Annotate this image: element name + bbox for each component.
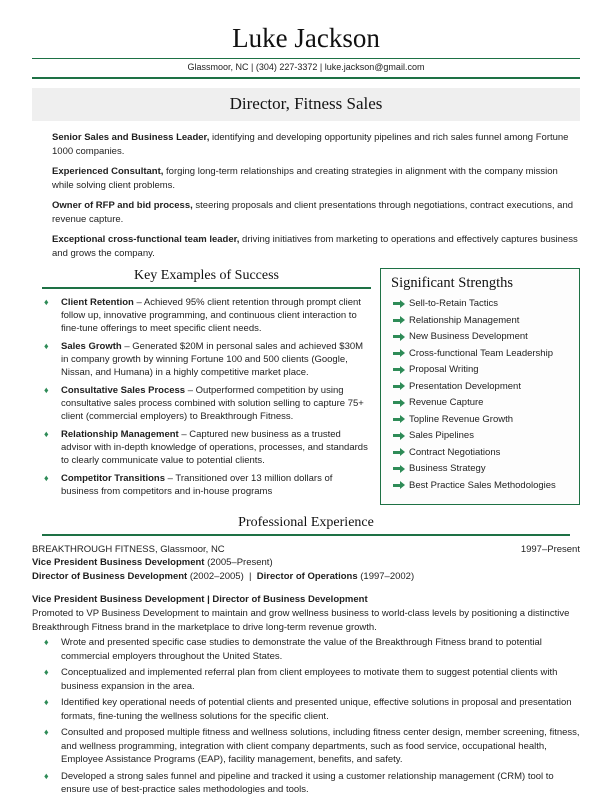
diamond-bullet-icon: ♦ — [44, 341, 49, 351]
role-title: Director of Business Development — [32, 571, 188, 582]
bullet-text: Wrote and presented specific case studies to demonstrate the value of the Breakthrough Fitness brand to potential commercial employers throughout the United States. — [61, 637, 542, 662]
list-item — [44, 696, 580, 723]
key-examples-list — [44, 296, 371, 498]
arrow-right-icon — [393, 385, 400, 388]
strength-label: Presentation Development — [409, 380, 521, 392]
summary-paragraph — [52, 233, 580, 260]
strength-label: New Business Development — [409, 331, 528, 342]
strength-label: Relationship Management — [409, 314, 520, 326]
company-name: BREAKTHROUGH FITNESS, Glassmoor, NC — [32, 544, 225, 555]
bullet-text: Identified key operational needs of potential clients and presented unique, effective solutions in proposal and presentation formats, fine-tuning the wellness solutions for the specific client. — [61, 697, 572, 722]
role-line — [32, 556, 580, 570]
list-item-text — [61, 340, 371, 379]
strength-label: Revenue Capture — [409, 397, 484, 408]
list-item — [391, 480, 573, 492]
item-text: – Transitioned over 13 million dollars of business from competitors and in-house programs — [61, 473, 333, 497]
list-item — [391, 364, 573, 376]
list-item — [44, 340, 371, 379]
list-item — [391, 331, 573, 343]
bullet-text: Conceptualized and implemented referral plan from client employees to motivate them to suggest potential clients with business expansion in the area. — [61, 667, 558, 692]
diamond-bullet-icon: ♦ — [44, 697, 49, 707]
diamond-bullet-icon: ♦ — [44, 637, 49, 647]
role-title: Vice President Business Development — [32, 557, 205, 568]
list-item — [44, 384, 371, 423]
summary-lead: Experienced Consultant, — [52, 166, 164, 177]
arrow-right-icon — [393, 302, 400, 305]
strength-label: Contract Negotiations — [409, 446, 501, 458]
role-title: Director of Operations — [256, 571, 358, 582]
item-text: – Outperformed competition by using consultative sales process combined with solution selling to capture 75+ client (commercial employers) to Breakthrough Fitness. — [61, 385, 364, 422]
role-line — [32, 570, 580, 584]
candidate-name: Luke Jackson — [232, 23, 380, 53]
contact-line: Glassmoor, NC | (304) 227-3372 | luke.jackson@gmail.com — [32, 58, 580, 79]
arrow-right-icon — [393, 335, 400, 338]
list-item-text — [61, 384, 371, 423]
item-text: – Captured new business as a trusted advisor with in-depth knowledge of operations, processes, and standards to clearly communicate value to potential clients. — [61, 429, 368, 466]
summary-paragraph — [52, 165, 580, 192]
list-item — [391, 463, 573, 475]
arrow-right-icon — [393, 434, 400, 437]
diamond-bullet-icon: ♦ — [44, 727, 49, 737]
list-item — [391, 298, 573, 310]
item-lead: Consultative Sales Process — [61, 385, 186, 396]
two-column-section — [32, 268, 580, 505]
key-examples-section — [32, 268, 371, 503]
strength-label: Business Strategy — [409, 463, 486, 474]
item-text: – Achieved 95% client retention through prompt client follow up, innovative programming, and continuous client interaction to fine-tune offerings to meet specific client needs. — [61, 297, 361, 334]
diamond-bullet-icon: ♦ — [44, 297, 49, 307]
diamond-bullet-icon: ♦ — [44, 385, 49, 395]
strength-label: Proposal Writing — [409, 364, 479, 375]
item-lead: Competitor Transitions — [61, 473, 165, 484]
list-item — [391, 315, 573, 327]
list-item — [391, 430, 573, 442]
list-item — [391, 414, 573, 426]
bullet-text: Developed a strong sales funnel and pipeline and tracked it using a customer relationship management (CRM) tool to ensure use of best-practice sales methodologies and tools. — [61, 770, 554, 795]
diamond-bullet-icon: ♦ — [44, 667, 49, 677]
role-separator: | — [243, 571, 257, 582]
strength-label: Cross-functional Team Leadership — [409, 347, 553, 359]
summary-lead: Senior Sales and Business Leader, — [52, 132, 210, 143]
arrow-right-icon — [393, 484, 400, 487]
bullet-text: Consulted and proposed multiple fitness and wellness solutions, including fitness center design, member screening, fitness, and wellness programming, integration with client company departments, such as food service, occupational health, Employee Assistance Programs (EAP), facility management, benefits, and safety. — [61, 727, 580, 765]
list-item-text — [61, 472, 371, 498]
arrow-right-icon — [393, 467, 400, 470]
strength-label: Best Practice Sales Methodologies — [409, 479, 556, 491]
summary-section — [52, 131, 580, 260]
arrow-right-icon — [393, 352, 400, 355]
experience-bullet-list — [44, 636, 580, 797]
summary-lead: Owner of RFP and bid process, — [52, 200, 193, 211]
summary-lead: Exceptional cross-functional team leader, — [52, 234, 240, 245]
strengths-box — [380, 268, 580, 505]
item-lead: Relationship Management — [61, 429, 179, 440]
list-item-text — [61, 296, 371, 335]
arrow-right-icon — [393, 451, 400, 454]
experience-heading: Professional Experience — [42, 515, 570, 536]
summary-paragraph — [52, 131, 580, 158]
job-title-banner: Director, Fitness Sales — [32, 88, 580, 121]
summary-text: steering proposals and client presentations through negotiations, contract executions, and revenue capture. — [52, 200, 574, 225]
list-item — [44, 666, 580, 693]
list-item — [391, 381, 573, 393]
item-lead: Client Retention — [61, 297, 134, 308]
strength-label: Sell-to-Retain Tactics — [409, 298, 499, 309]
arrow-right-icon — [393, 368, 400, 371]
summary-text: driving initiatives from marketing to operations and effectively captures business and grows the company. — [52, 234, 578, 259]
summary-text: identifying and developing opportunity pipelines and rich sales funnel among Fortune 1000 companies. — [52, 132, 569, 157]
strength-label: Topline Revenue Growth — [409, 413, 514, 425]
company-row — [32, 543, 580, 556]
list-item — [44, 296, 371, 335]
diamond-bullet-icon: ♦ — [44, 429, 49, 439]
list-item — [391, 397, 573, 409]
list-item-text — [61, 428, 371, 467]
arrow-right-icon — [393, 418, 400, 421]
list-item — [391, 447, 573, 459]
list-item — [44, 428, 371, 467]
diamond-bullet-icon: ♦ — [44, 770, 49, 781]
role-dates: (2005–Present) — [204, 557, 273, 568]
list-item — [44, 726, 580, 767]
arrow-right-icon — [393, 319, 400, 322]
employment-dates: 1997–Present — [520, 544, 580, 555]
list-item — [44, 636, 580, 663]
role-dates: (1997–2002) — [357, 571, 415, 582]
list-item — [44, 472, 371, 498]
list-item — [44, 770, 580, 797]
diamond-bullet-icon: ♦ — [44, 473, 49, 483]
key-examples-heading: Key Examples of Success — [42, 268, 371, 289]
strength-label: Sales Pipelines — [409, 430, 474, 441]
job-heading: Vice President Business Development | Director of Business Development — [32, 594, 368, 605]
arrow-right-icon — [393, 401, 400, 404]
role-dates: (2002–2005) — [187, 571, 244, 582]
strengths-heading: Significant Strengths — [391, 275, 514, 291]
job-intro: Promoted to VP Business Development to maintain and grow wellness business to world-class levels by positioning a distinctive Breakthrough Fitness brand in the marketplace to drive long-term revenue growth. — [32, 608, 570, 633]
list-item — [391, 348, 573, 360]
item-lead: Sales Growth — [61, 341, 122, 352]
summary-text: forging long-term relationships and creating strategies in alignment with the company mission while solving client problems. — [52, 166, 558, 191]
summary-paragraph — [52, 199, 580, 226]
item-text: – Generated $20M in personal sales and achieved $30M in company growth by winning Fortune 100 and 500 clients (Google, Nissan, and Humana) in a highly competitive market place. — [61, 341, 364, 378]
